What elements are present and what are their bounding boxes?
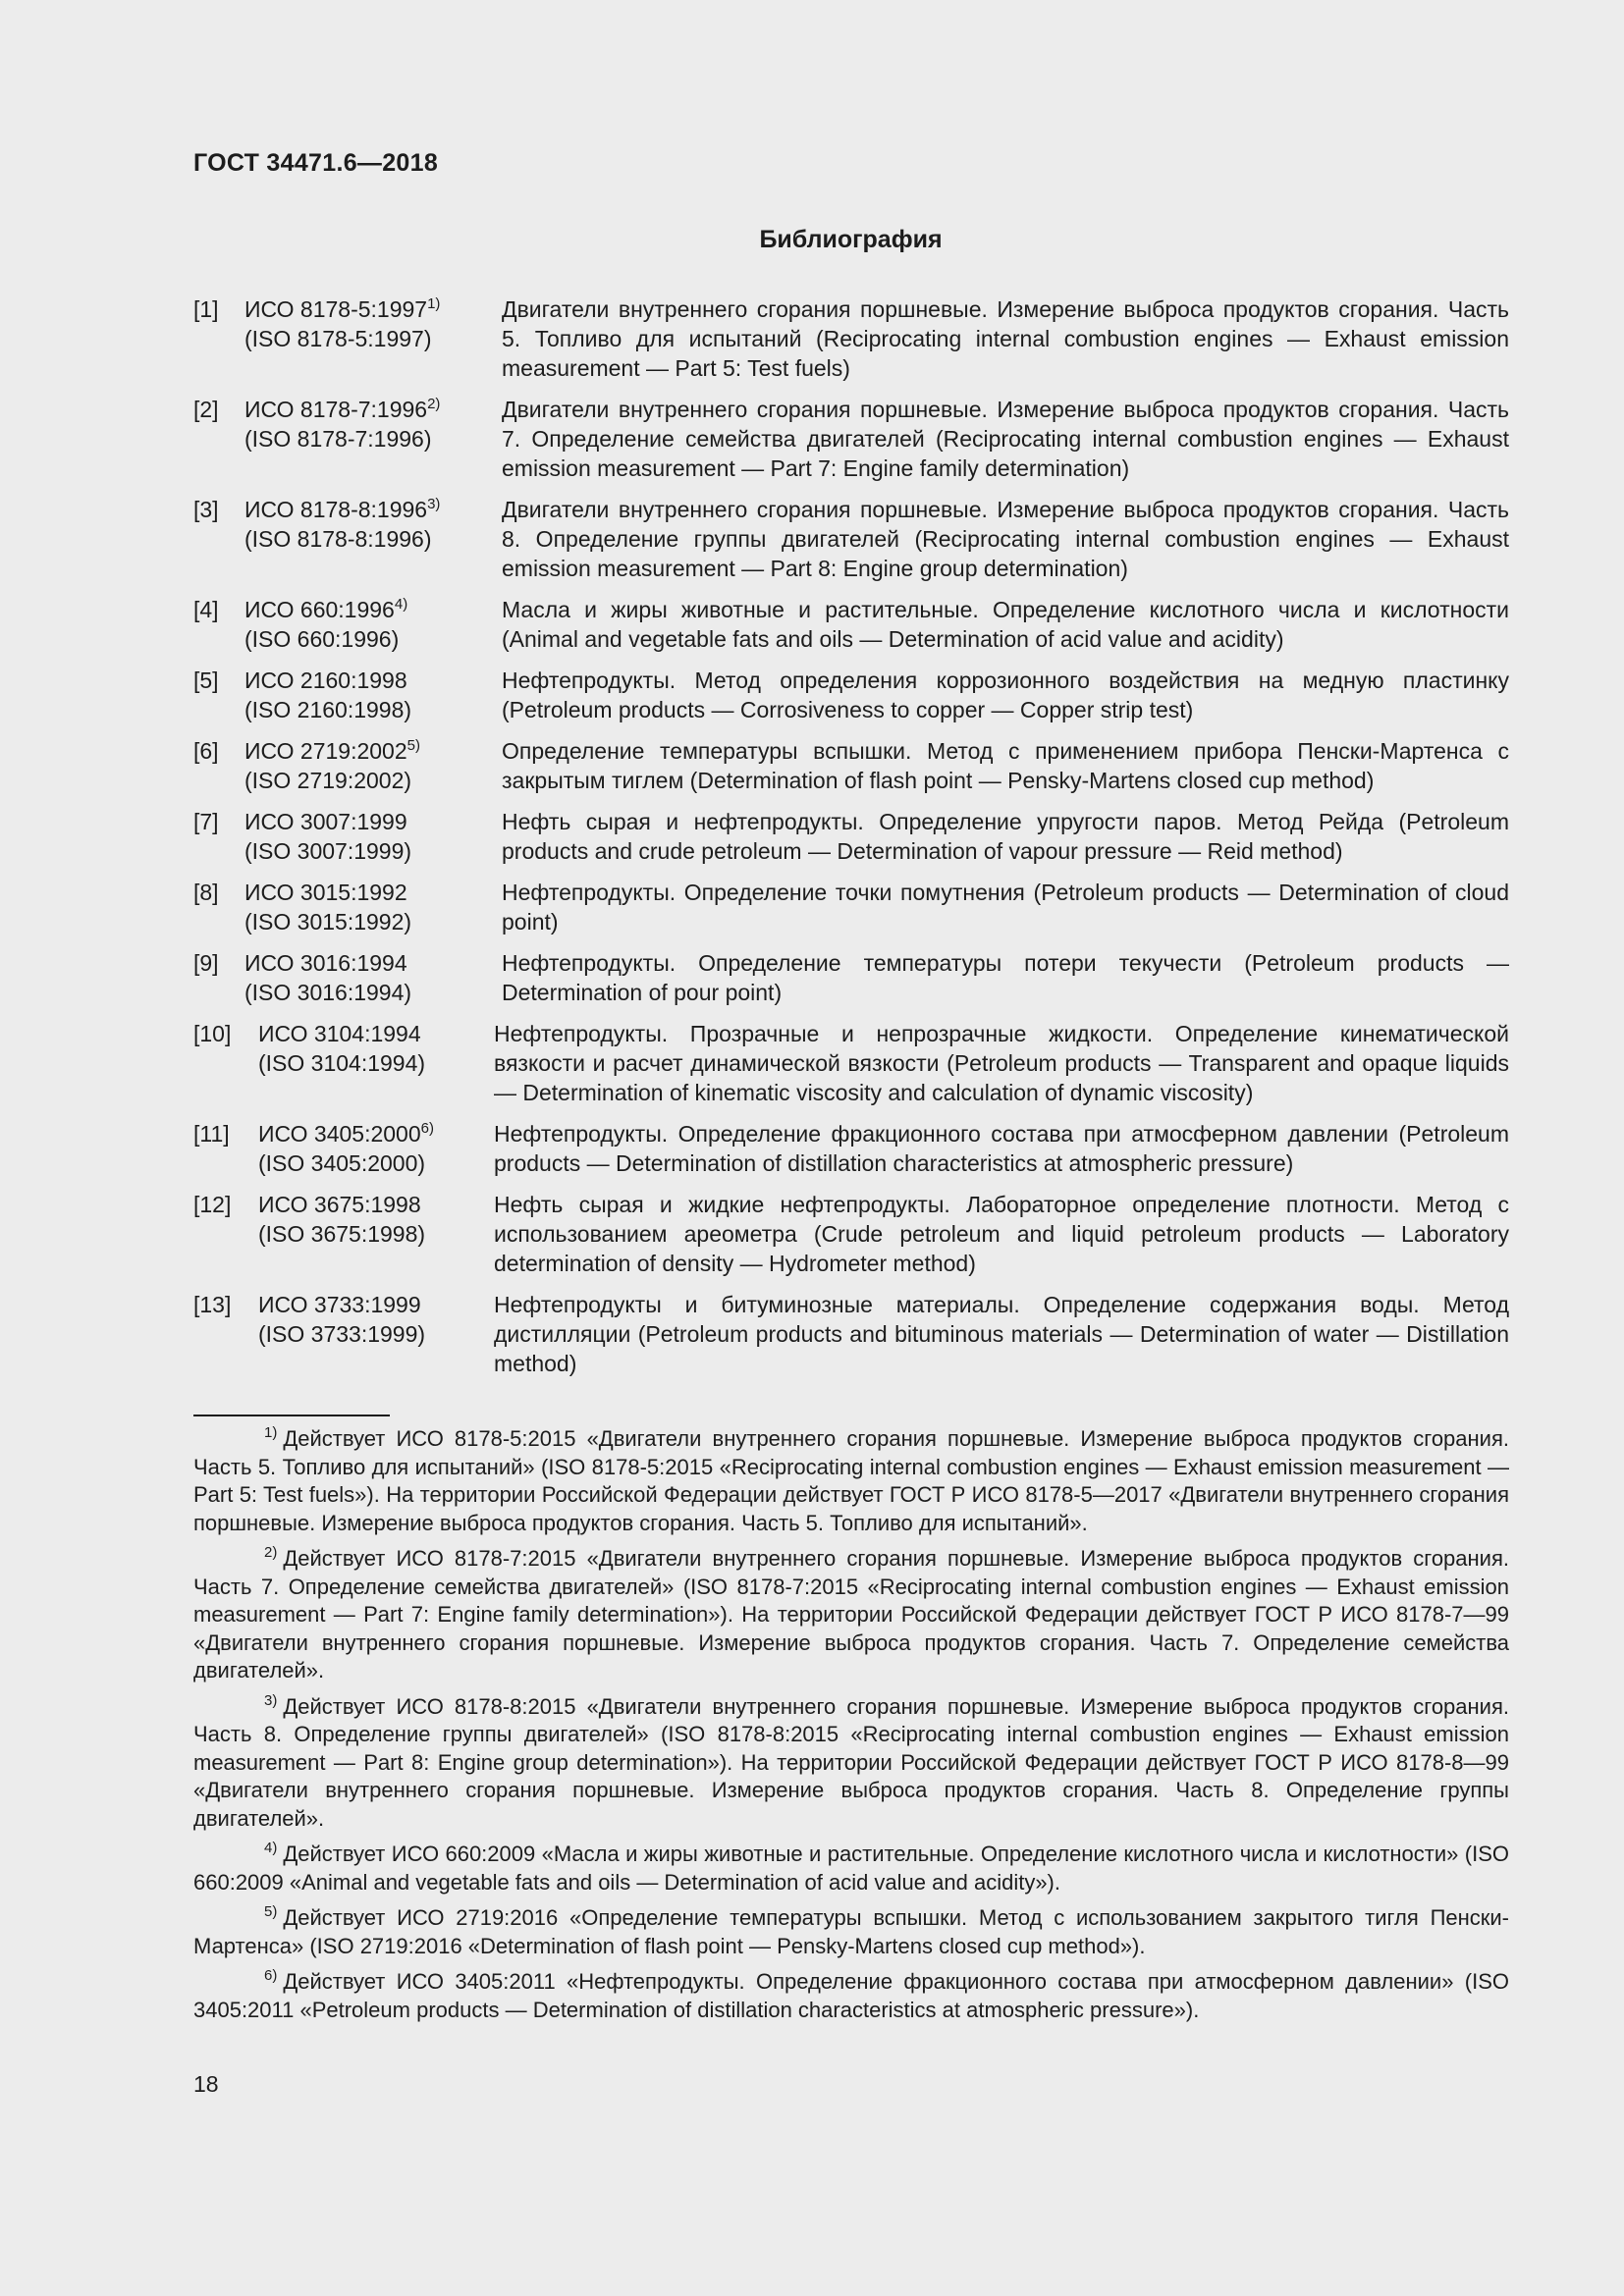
bibliography-entry [193,1190,1509,1278]
entry-code-iso: (ISO 3104:1994) [258,1050,426,1076]
bibliography-entry [193,1019,1509,1107]
entry-standard-code [244,495,502,583]
entry-code-iso: (ISO 8178-7:1996) [244,426,432,452]
footnote-reference[interactable]: 6) [420,1120,434,1137]
entry-code-iso: (ISO 8178-8:1996) [244,526,432,552]
entry-code-iso: (ISO 3733:1999) [258,1321,426,1347]
footnote-text: Действует ИСО 8178-5:2015 «Двигатели внутреннего сгорания поршневые. Измерение выброса продуктов сгорания. Часть 5. Топливо для испытаний» (ISO 8178-5:2015 «Reciprocating internal combustion engines — Exhaust emission measurement — Part 5: Test fuels»). На территории Российской Федерации действует ГОСТ Р ИСО 8178-5—2017 «Двигатели внутреннего сгорания поршневые. Измерение выброса продуктов сгорания. Часть 5. Топливо для испытаний». [193,1426,1509,1535]
entry-number: [4] [193,597,219,622]
bibliography-entry [193,948,1509,1007]
footnote-text: Действует ИСО 3405:2011 «Нефтепродукты. Определение фракционного состава при атмосферном давлении» (ISO 3405:2011 «Petroleum products — Determination of distillation characteristics at atmospheric pressure»). [193,1969,1509,2022]
footnote [193,1545,1509,1685]
entry-code-ru: ИСО 3007:1999 [244,809,407,834]
entry-number: [10] [193,1021,232,1046]
footnote-mark: 3) [264,1691,278,1709]
entry-code-line [244,495,502,524]
entry-standard-code [244,595,502,654]
footnote [193,1968,1509,2024]
entry-code-line [244,878,502,907]
entry-standard-code [244,878,502,936]
entry-number: [1] [193,296,219,322]
footnote-reference[interactable]: 2) [427,396,441,412]
entry-code-line [244,736,502,766]
page-number: 18 [193,2071,219,2097]
entry-code-line [258,1290,494,1319]
bibliography-entry [193,736,1509,795]
entry-code-ru: ИСО 660:1996 [244,597,395,622]
entry-code-line [258,1119,494,1148]
footnote-divider [193,1415,390,1416]
bibliography-entry [193,1290,1509,1378]
footnote-text: Действует ИСО 8178-7:2015 «Двигатели внутреннего сгорания поршневые. Измерение выброса продуктов сгорания. Часть 7. Определение семейства двигателей» (ISO 8178-7:2015 «Reciprocating internal combustion engines — Exhaust emission measurement — Part 7: Engine family determination»). На территории Российской Федерации действует ГОСТ Р ИСО 8178-7—99 «Двигатели внутреннего сгорания поршневые. Измерение выброса продуктов сгорания. Часть 7. Определение семейства двигателей». [193,1546,1509,1682]
entry-code-ru: ИСО 3733:1999 [258,1292,421,1317]
entry-number: [13] [193,1292,232,1317]
entry-description: Двигатели внутреннего сгорания поршневые. Измерение выброса продуктов сгорания. Часть 8. Определение группы двигателей (Reciprocating internal combustion engines — Exhaust emission measurement — Part 8: Engine group determination) [502,497,1509,581]
footnote-reference[interactable]: 4) [394,596,408,613]
entry-code-ru: ИСО 8178-7:1996 [244,397,428,422]
entry-standard-code [244,294,502,383]
entry-description: Нефть сырая и нефтепродукты. Определение упругости паров. Метод Рейда (Petroleum products and crude petroleum — Determination of vapour pressure — Reid method) [502,809,1509,864]
footnote-mark: 1) [264,1424,278,1441]
footnote-text: Действует ИСО 660:2009 «Масла и жиры животные и растительные. Определение кислотного числа и кислотности» (ISO 660:2009 «Animal and vegetable fats and oils — Determination of acid value and acidity»). [193,1842,1509,1895]
entry-standard-code [258,1190,494,1278]
entry-code-ru: ИСО 3016:1994 [244,950,407,976]
entry-code-ru: ИСО 2719:2002 [244,738,407,764]
entry-code-ru: ИСО 3675:1998 [258,1192,421,1217]
entry-standard-code [258,1019,494,1107]
entry-code-line [244,807,502,836]
bibliography-entry [193,595,1509,654]
document-id-header: ГОСТ 34471.6—2018 [193,149,439,177]
footnote-mark: 4) [264,1840,278,1856]
entry-code-ru: ИСО 3405:2000 [258,1121,421,1147]
entry-description: Нефтепродукты. Определение температуры потери текучести (Petroleum products — Determination of pour point) [502,950,1509,1005]
entry-standard-code [244,666,502,724]
entry-code-iso: (ISO 3405:2000) [258,1150,426,1176]
entry-standard-code [244,736,502,795]
entry-number: [8] [193,880,219,905]
entry-number: [2] [193,397,219,422]
footnote-text: Действует ИСО 8178-8:2015 «Двигатели внутреннего сгорания поршневые. Измерение выброса продуктов сгорания. Часть 8. Определение группы двигателей» (ISO 8178-8:2015 «Reciprocating internal combustion engines — Exhaust emission measurement — Part 8: Engine group determination»). На территории Российской Федерации действует ГОСТ Р ИСО 8178-8—99 «Двигатели внутреннего сгорания поршневые. Измерение выброса продуктов сгорания. Часть 8. Определение группы двигателей». [193,1693,1509,1831]
entry-code-ru: ИСО 3104:1994 [258,1021,421,1046]
entry-code-line [244,294,502,324]
bibliography-entry [193,395,1509,483]
footnote-reference[interactable]: 5) [406,737,420,754]
entry-number: [11] [193,1121,230,1147]
footnote [193,1841,1509,1896]
entry-description: Нефтепродукты и битуминозные материалы. Определение содержания воды. Метод дистилляции (Petroleum products and bituminous materials — Determination of water — Distillation method) [494,1292,1509,1376]
entry-code-line [244,395,502,424]
bibliography-title: Библиография [759,226,943,253]
entry-code-iso: (ISO 3016:1994) [244,980,412,1005]
entry-code-iso: (ISO 3007:1999) [244,838,412,864]
entry-standard-code [244,395,502,483]
entry-code-ru: ИСО 2160:1998 [244,667,407,693]
entry-number: [7] [193,809,219,834]
bibliography-entry [193,878,1509,936]
entry-description: Нефть сырая и жидкие нефтепродукты. Лабораторное определение плотности. Метод с использованием ареометра (Crude petroleum and liquid petroleum products — Laboratory determination of density — Hydrometer method) [494,1192,1509,1276]
footnote-text: Действует ИСО 2719:2016 «Определение температуры вспышки. Метод с использованием закрытого тигля Пенски-Мартенса» (ISO 2719:2016 «Determination of flash point — Pensky-Martens closed cup method»). [193,1905,1509,1958]
entry-code-iso: (ISO 2719:2002) [244,768,412,793]
entry-description: Нефтепродукты. Прозрачные и непрозрачные жидкости. Определение кинематической вязкости и расчет динамической вязкости (Petroleum products — Transparent and opaque liquids — Determination of kinematic viscosity and calculation of dynamic viscosity) [494,1021,1509,1105]
entry-code-iso: (ISO 8178-5:1997) [244,326,432,351]
footnote-reference[interactable]: 1) [427,295,441,312]
entry-code-iso: (ISO 3675:1998) [258,1221,426,1247]
entry-code-iso: (ISO 2160:1998) [244,697,412,722]
entry-code-line [258,1019,494,1048]
entry-standard-code [244,948,502,1007]
footnote [193,1425,1509,1537]
entry-description: Масла и жиры животные и растительные. Определение кислотного числа и кислотности (Animal and vegetable fats and oils — Determination of acid value and acidity) [502,597,1509,652]
entry-number: [12] [193,1192,232,1217]
entry-description: Нефтепродукты. Определение точки помутнения (Petroleum products — Determination of cloud point) [502,880,1509,934]
entry-number: [5] [193,667,219,693]
bibliography-entry [193,495,1509,583]
bibliography-entry [193,807,1509,866]
footnote [193,1904,1509,1960]
footnote-mark: 5) [264,1903,278,1920]
bibliography-entry [193,294,1509,383]
entry-number: [6] [193,738,219,764]
footnote-mark: 6) [264,1967,278,1984]
entry-description: Определение температуры вспышки. Метод с применением прибора Пенски-Мартенса с закрытым тиглем (Determination of flash point — Pensky-Martens closed cup method) [502,738,1509,793]
entry-standard-code [244,807,502,866]
entry-code-line [244,666,502,695]
entry-code-ru: ИСО 8178-8:1996 [244,497,428,522]
footnotes-section [193,1425,1509,2032]
bibliography-entry [193,666,1509,724]
entry-description: Нефтепродукты. Метод определения коррозионного воздействия на медную пластинку (Petroleum products — Corrosiveness to copper — Copper strip test) [502,667,1509,722]
entry-description: Нефтепродукты. Определение фракционного состава при атмосферном давлении (Petroleum products — Determination of distillation characteristics at atmospheric pressure) [494,1121,1509,1176]
entry-code-line [244,948,502,978]
entry-number: [3] [193,497,219,522]
bibliography-list [193,294,1509,1390]
entry-code-iso: (ISO 3015:1992) [244,909,412,934]
entry-code-line [258,1190,494,1219]
bibliography-entry [193,1119,1509,1178]
footnote-mark: 2) [264,1544,278,1561]
entry-code-ru: ИСО 8178-5:1997 [244,296,428,322]
entry-description: Двигатели внутреннего сгорания поршневые. Измерение выброса продуктов сгорания. Часть 7. Определение семейства двигателей (Reciprocating internal combustion engines — Exhaust emission measurement — Part 7: Engine family determination) [502,397,1509,481]
entry-standard-code [258,1290,494,1378]
entry-description: Двигатели внутреннего сгорания поршневые. Измерение выброса продуктов сгорания. Часть 5. Топливо для испытаний (Reciprocating internal combustion engines — Exhaust emission measurement — Part 5: Test fuels) [502,296,1509,381]
entry-number: [9] [193,950,219,976]
entry-standard-code [258,1119,494,1178]
entry-code-iso: (ISO 660:1996) [244,626,400,652]
footnote-reference[interactable]: 3) [427,496,441,512]
entry-code-line [244,595,502,624]
entry-code-ru: ИСО 3015:1992 [244,880,407,905]
footnote [193,1693,1509,1834]
